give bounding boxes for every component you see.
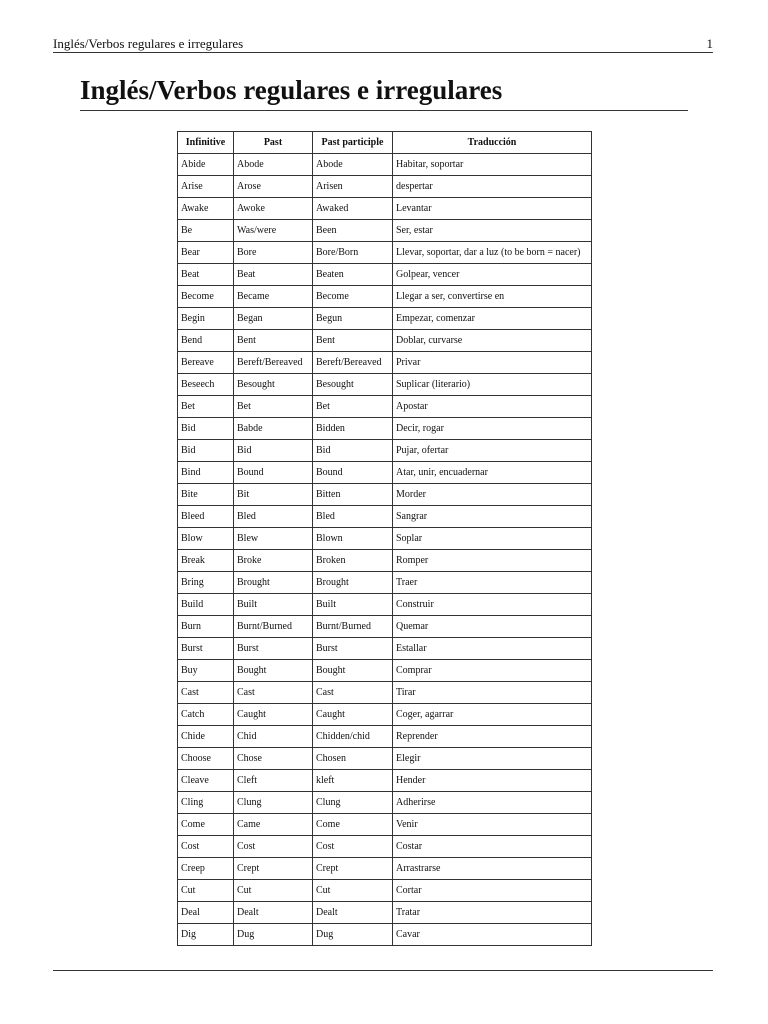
cell-infinitive: Come (178, 814, 234, 836)
cell-infinitive: Burn (178, 616, 234, 638)
cell-traduccion: Habitar, soportar (393, 154, 592, 176)
cell-past-participle: Beaten (313, 264, 393, 286)
cell-past: Bound (234, 462, 313, 484)
cell-traduccion: despertar (393, 176, 592, 198)
cell-traduccion: Golpear, vencer (393, 264, 592, 286)
table-row (178, 528, 592, 550)
table-row (178, 484, 592, 506)
cell-past: Babde (234, 418, 313, 440)
cell-past: Chose (234, 748, 313, 770)
table-header-row (178, 132, 592, 154)
cell-past-participle: Bet (313, 396, 393, 418)
cell-traduccion: Traer (393, 572, 592, 594)
cell-traduccion: Apostar (393, 396, 592, 418)
table-row (178, 330, 592, 352)
cell-traduccion: Morder (393, 484, 592, 506)
cell-traduccion: Pujar, ofertar (393, 440, 592, 462)
cell-past-participle: Blown (313, 528, 393, 550)
cell-infinitive: Bet (178, 396, 234, 418)
cell-past-participle: Bought (313, 660, 393, 682)
cell-infinitive: Catch (178, 704, 234, 726)
cell-past-participle: Begun (313, 308, 393, 330)
table-row (178, 594, 592, 616)
table-row (178, 836, 592, 858)
cell-traduccion: Levantar (393, 198, 592, 220)
cell-traduccion: Ser, estar (393, 220, 592, 242)
table-row (178, 176, 592, 198)
cell-infinitive: Dig (178, 924, 234, 946)
table-row (178, 924, 592, 946)
table-row (178, 440, 592, 462)
table-row (178, 704, 592, 726)
cell-past-participle: Abode (313, 154, 393, 176)
cell-traduccion: Sangrar (393, 506, 592, 528)
cell-traduccion: Venir (393, 814, 592, 836)
cell-past: Began (234, 308, 313, 330)
table-row (178, 220, 592, 242)
table-row (178, 462, 592, 484)
cell-past-participle: Bled (313, 506, 393, 528)
cell-past: Caught (234, 704, 313, 726)
table-row (178, 616, 592, 638)
cell-infinitive: Beseech (178, 374, 234, 396)
cell-past: Bit (234, 484, 313, 506)
cell-past: Besought (234, 374, 313, 396)
cell-traduccion: Llevar, soportar, dar a luz (to be born = nacer) (393, 242, 592, 264)
running-header (53, 36, 713, 53)
cell-past: Came (234, 814, 313, 836)
cell-past: Dug (234, 924, 313, 946)
cell-past-participle: Bound (313, 462, 393, 484)
cell-infinitive: Beat (178, 264, 234, 286)
cell-past-participle: Chosen (313, 748, 393, 770)
cell-past: Beat (234, 264, 313, 286)
cell-past-participle: Bitten (313, 484, 393, 506)
table-body (178, 154, 592, 946)
cell-infinitive: Cut (178, 880, 234, 902)
cell-infinitive: Chide (178, 726, 234, 748)
cell-infinitive: Bring (178, 572, 234, 594)
cell-past: Bet (234, 396, 313, 418)
table-row (178, 396, 592, 418)
cell-past-participle: Cost (313, 836, 393, 858)
cell-past: Cut (234, 880, 313, 902)
cell-traduccion: Construir (393, 594, 592, 616)
cell-past: Bought (234, 660, 313, 682)
cell-traduccion: Hender (393, 770, 592, 792)
cell-past: Bereft/Bereaved (234, 352, 313, 374)
cell-past-participle: kleft (313, 770, 393, 792)
cell-traduccion: Arrastrarse (393, 858, 592, 880)
column-header-past-participle: Past participle (313, 132, 393, 154)
cell-traduccion: Tirar (393, 682, 592, 704)
cell-past: Cleft (234, 770, 313, 792)
cell-traduccion: Atar, unir, encuadernar (393, 462, 592, 484)
running-header-title: Inglés/Verbos regulares e irregulares (53, 36, 244, 51)
cell-traduccion: Cavar (393, 924, 592, 946)
cell-past: Abode (234, 154, 313, 176)
cell-traduccion: Romper (393, 550, 592, 572)
cell-traduccion: Coger, agarrar (393, 704, 592, 726)
table-row (178, 660, 592, 682)
cell-traduccion: Elegir (393, 748, 592, 770)
cell-past-participle: Dealt (313, 902, 393, 924)
cell-traduccion: Doblar, curvarse (393, 330, 592, 352)
cell-past: Cost (234, 836, 313, 858)
cell-past: Blew (234, 528, 313, 550)
cell-traduccion: Costar (393, 836, 592, 858)
table-row (178, 154, 592, 176)
cell-past-participle: Bore/Born (313, 242, 393, 264)
cell-past-participle: Besought (313, 374, 393, 396)
cell-infinitive: Break (178, 550, 234, 572)
cell-past-participle: Cast (313, 682, 393, 704)
table-row (178, 418, 592, 440)
cell-past-participle: Dug (313, 924, 393, 946)
table-row (178, 286, 592, 308)
table-row (178, 374, 592, 396)
cell-traduccion: Estallar (393, 638, 592, 660)
cell-infinitive: Burst (178, 638, 234, 660)
cell-infinitive: Bid (178, 418, 234, 440)
cell-past: Broke (234, 550, 313, 572)
table-row (178, 242, 592, 264)
cell-infinitive: Creep (178, 858, 234, 880)
cell-past-participle: Bid (313, 440, 393, 462)
cell-traduccion: Tratar (393, 902, 592, 924)
cell-infinitive: Bite (178, 484, 234, 506)
cell-infinitive: Abide (178, 154, 234, 176)
cell-traduccion: Empezar, comenzar (393, 308, 592, 330)
table-row (178, 198, 592, 220)
cell-traduccion: Suplicar (literario) (393, 374, 592, 396)
cell-past: Brought (234, 572, 313, 594)
cell-infinitive: Become (178, 286, 234, 308)
cell-past: Became (234, 286, 313, 308)
cell-past-participle: Arisen (313, 176, 393, 198)
cell-past: Was/were (234, 220, 313, 242)
table-row (178, 572, 592, 594)
cell-infinitive: Awake (178, 198, 234, 220)
cell-past-participle: Burnt/Burned (313, 616, 393, 638)
cell-infinitive: Buy (178, 660, 234, 682)
cell-infinitive: Be (178, 220, 234, 242)
table-row (178, 308, 592, 330)
page-title: Inglés/Verbos regulares e irregulares (80, 74, 688, 111)
table-row (178, 726, 592, 748)
cell-infinitive: Cost (178, 836, 234, 858)
cell-past-participle: Broken (313, 550, 393, 572)
cell-past: Dealt (234, 902, 313, 924)
cell-past: Bid (234, 440, 313, 462)
cell-infinitive: Blow (178, 528, 234, 550)
cell-infinitive: Bleed (178, 506, 234, 528)
cell-past-participle: Brought (313, 572, 393, 594)
cell-past-participle: Burst (313, 638, 393, 660)
cell-traduccion: Quemar (393, 616, 592, 638)
cell-traduccion: Cortar (393, 880, 592, 902)
table-row (178, 638, 592, 660)
cell-past-participle: Chidden/chid (313, 726, 393, 748)
cell-past: Awoke (234, 198, 313, 220)
cell-past-participle: Bereft/Bereaved (313, 352, 393, 374)
cell-infinitive: Deal (178, 902, 234, 924)
cell-traduccion: Soplar (393, 528, 592, 550)
table-row (178, 264, 592, 286)
table-row (178, 748, 592, 770)
page-number: 1 (706, 36, 713, 51)
table-row (178, 352, 592, 374)
cell-infinitive: Choose (178, 748, 234, 770)
cell-traduccion: Llegar a ser, convertirse en (393, 286, 592, 308)
table-row (178, 770, 592, 792)
cell-infinitive: Bereave (178, 352, 234, 374)
cell-infinitive: Build (178, 594, 234, 616)
table-row (178, 550, 592, 572)
cell-infinitive: Cleave (178, 770, 234, 792)
cell-past: Chid (234, 726, 313, 748)
table-row (178, 682, 592, 704)
cell-past-participle: Become (313, 286, 393, 308)
cell-past: Clung (234, 792, 313, 814)
table-row (178, 880, 592, 902)
cell-past-participle: Been (313, 220, 393, 242)
cell-past: Cast (234, 682, 313, 704)
cell-past-participle: Crept (313, 858, 393, 880)
verbs-table (177, 131, 592, 946)
cell-past-participle: Bent (313, 330, 393, 352)
cell-past: Burnt/Burned (234, 616, 313, 638)
cell-traduccion: Adherirse (393, 792, 592, 814)
column-header-infinitive: Infinitive (178, 132, 234, 154)
cell-infinitive: Cling (178, 792, 234, 814)
cell-infinitive: Bind (178, 462, 234, 484)
footer-rule (53, 970, 713, 971)
cell-past: Crept (234, 858, 313, 880)
cell-past-participle: Bidden (313, 418, 393, 440)
cell-infinitive: Bend (178, 330, 234, 352)
column-header-past: Past (234, 132, 313, 154)
cell-past-participle: Come (313, 814, 393, 836)
table-row (178, 858, 592, 880)
cell-infinitive: Bear (178, 242, 234, 264)
cell-past-participle: Awaked (313, 198, 393, 220)
table-row (178, 902, 592, 924)
cell-past-participle: Caught (313, 704, 393, 726)
cell-past: Arose (234, 176, 313, 198)
cell-traduccion: Reprender (393, 726, 592, 748)
cell-past: Burst (234, 638, 313, 660)
cell-past-participle: Cut (313, 880, 393, 902)
cell-infinitive: Cast (178, 682, 234, 704)
cell-past: Bore (234, 242, 313, 264)
cell-traduccion: Comprar (393, 660, 592, 682)
table-row (178, 506, 592, 528)
cell-traduccion: Decir, rogar (393, 418, 592, 440)
table-row (178, 814, 592, 836)
cell-past: Bled (234, 506, 313, 528)
cell-traduccion: Privar (393, 352, 592, 374)
cell-past: Bent (234, 330, 313, 352)
cell-past-participle: Built (313, 594, 393, 616)
cell-infinitive: Bid (178, 440, 234, 462)
cell-past: Built (234, 594, 313, 616)
cell-infinitive: Arise (178, 176, 234, 198)
cell-infinitive: Begin (178, 308, 234, 330)
column-header-traduccion: Traducción (393, 132, 592, 154)
cell-past-participle: Clung (313, 792, 393, 814)
table-row (178, 792, 592, 814)
